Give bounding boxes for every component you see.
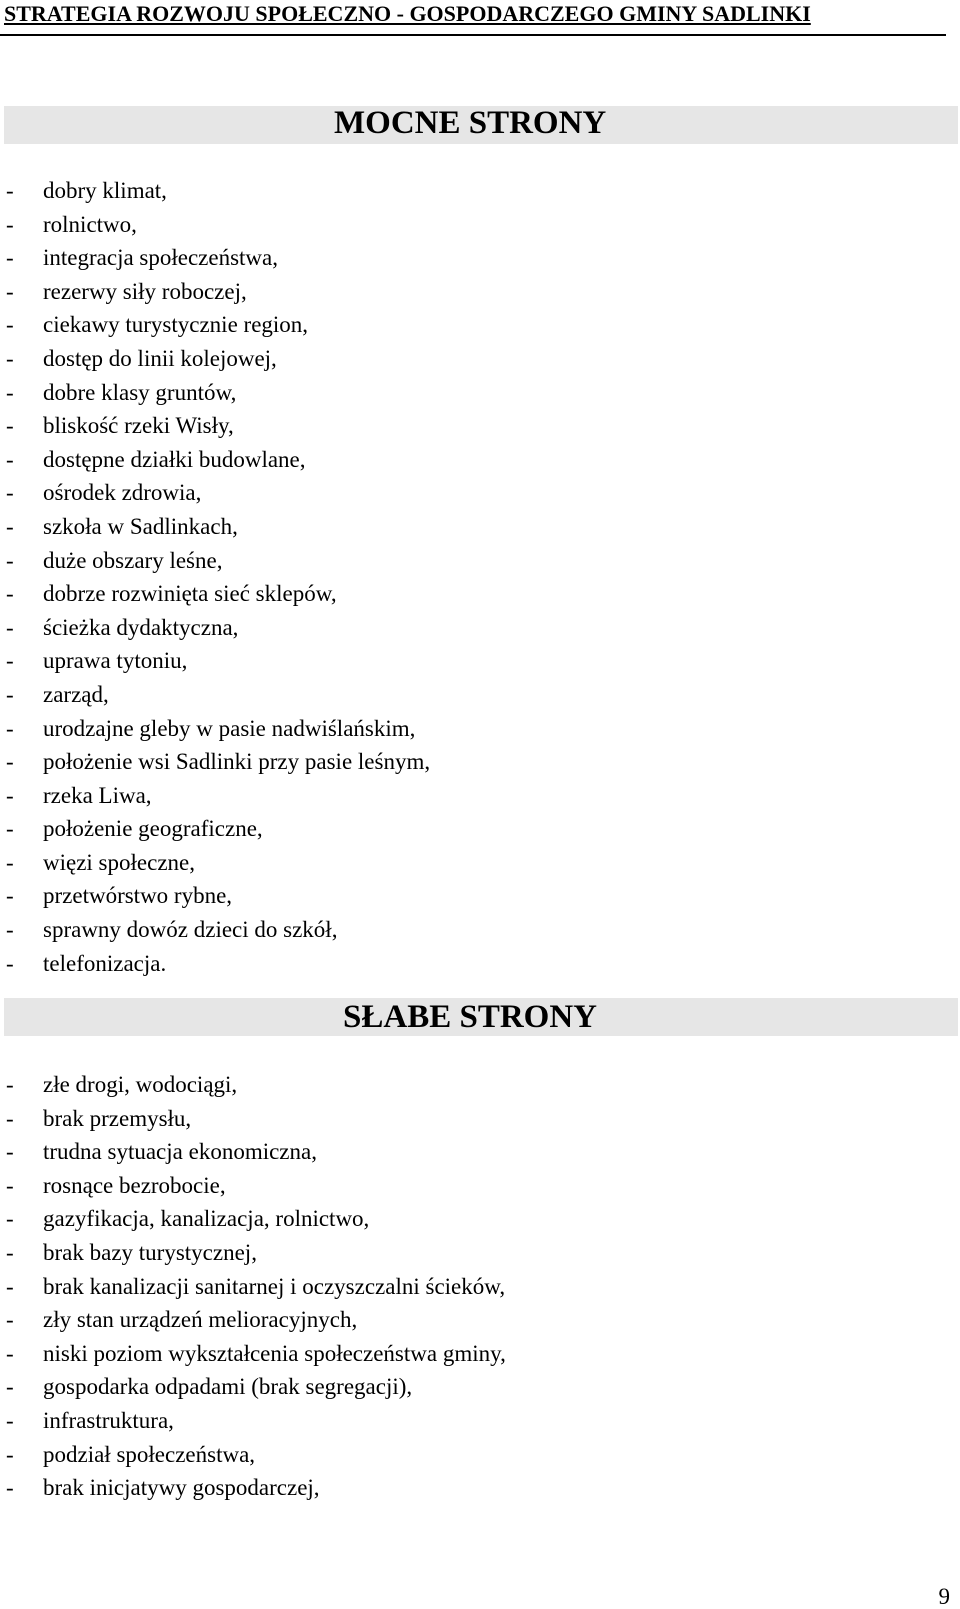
bullet-dash: - — [6, 1072, 14, 1097]
bullet-dash: - — [6, 883, 14, 909]
strengths-list — [0, 174, 430, 980]
list-item — [0, 947, 430, 981]
bullet-dash: - — [6, 1239, 14, 1265]
bullet-dash: - — [6, 278, 14, 304]
list-item-text: integracja społeczeństwa, — [43, 245, 278, 271]
bullet-dash: - — [6, 1172, 14, 1198]
list-item — [0, 879, 430, 913]
list-item — [0, 1337, 506, 1371]
list-item — [0, 1370, 506, 1404]
page-number: 9 — [938, 1584, 950, 1609]
bullet-dash: - — [6, 1273, 14, 1299]
bullet-dash: - — [6, 681, 14, 707]
list-item-text: uprawa tytoniu, — [43, 648, 188, 674]
list-item-text: sprawny dowóz dzieci do szkół, — [43, 917, 338, 943]
list-item-text: dobry klimat, — [43, 178, 167, 203]
list-item — [0, 779, 430, 813]
list-item — [0, 1169, 506, 1203]
list-item-text: brak kanalizacji sanitarnej i oczyszczalni ścieków, — [43, 1273, 506, 1299]
bullet-dash: - — [6, 312, 14, 338]
list-item-text: położenie wsi Sadlinki przy pasie leśnym, — [43, 749, 431, 775]
list-item — [0, 342, 430, 376]
list-item-text: ciekawy turystycznie region, — [43, 312, 309, 338]
list-item — [0, 644, 430, 678]
list-item — [0, 208, 430, 242]
list-item-text: dobrze rozwinięta sieć sklepów, — [43, 581, 337, 607]
list-item — [0, 376, 430, 410]
list-item — [0, 443, 430, 477]
list-item-text: szkoła w Sadlinkach, — [43, 513, 238, 539]
document-header — [0, 0, 946, 36]
bullet-dash: - — [6, 1105, 14, 1131]
list-item — [0, 1068, 506, 1102]
bullet-dash: - — [6, 547, 14, 573]
list-item-text: rosnące bezrobocie, — [43, 1172, 226, 1198]
list-item-text: więzi społeczne, — [43, 849, 195, 875]
bullet-dash: - — [6, 1407, 14, 1433]
list-item-text: rzeka Liwa, — [43, 782, 152, 808]
list-item — [0, 275, 430, 309]
weaknesses-heading: SŁABE STRONY — [343, 999, 597, 1035]
bullet-dash: - — [6, 1206, 14, 1232]
list-item — [0, 812, 430, 846]
list-item-text: brak inicjatywy gospodarczej, — [43, 1475, 320, 1501]
list-item-text: dostępne działki budowlane, — [43, 446, 306, 472]
document-header-title: STRATEGIA ROZWOJU SPOŁECZNO - GOSPODARCZEGO GMINY SADLINKI — [4, 1, 811, 26]
bullet-dash: - — [6, 245, 14, 271]
list-item-text: urodzajne gleby w pasie nadwiślańskim, — [43, 715, 416, 741]
list-item — [0, 510, 430, 544]
list-item-text: niski poziom wykształcenia społeczeństwa gminy, — [43, 1340, 506, 1366]
bullet-dash: - — [6, 345, 14, 371]
list-item — [0, 577, 430, 611]
list-item-text: przetwórstwo rybne, — [43, 883, 233, 909]
weaknesses-list — [0, 1068, 506, 1505]
bullet-dash: - — [6, 446, 14, 472]
list-item-text: gospodarka odpadami (brak segregacji), — [43, 1374, 413, 1400]
list-item — [0, 1471, 506, 1505]
list-item — [0, 846, 430, 880]
list-item — [0, 1102, 506, 1136]
list-item — [0, 1236, 506, 1270]
list-item-text: złe drogi, wodociągi, — [43, 1072, 238, 1097]
list-item — [0, 1438, 506, 1472]
list-item — [0, 308, 430, 342]
list-item-text: podział społeczeństwa, — [43, 1441, 256, 1467]
list-item-text: zły stan urządzeń melioracyjnych, — [43, 1307, 358, 1333]
bullet-dash: - — [6, 749, 14, 775]
list-item-text: dostęp do linii kolejowej, — [43, 345, 277, 371]
bullet-dash: - — [6, 480, 14, 506]
bullet-dash: - — [6, 413, 14, 439]
bullet-dash: - — [6, 1374, 14, 1400]
list-item — [0, 1303, 506, 1337]
bullet-dash: - — [6, 1340, 14, 1366]
bullet-dash: - — [6, 581, 14, 607]
list-item-text: rezerwy siły roboczej, — [43, 278, 247, 304]
list-item-text: brak przemysłu, — [43, 1105, 192, 1131]
list-item-text: duże obszary leśne, — [43, 547, 223, 573]
list-item — [0, 1270, 506, 1304]
bullet-dash: - — [6, 715, 14, 741]
list-item-text: gazyfikacja, kanalizacja, rolnictwo, — [43, 1206, 370, 1232]
bullet-dash: - — [6, 614, 14, 640]
bullet-dash: - — [6, 379, 14, 405]
list-item-text: położenie geograficzne, — [43, 816, 263, 842]
list-item — [0, 1135, 506, 1169]
bullet-dash: - — [6, 917, 14, 943]
list-item-text: zarząd, — [43, 681, 109, 707]
bullet-dash: - — [6, 211, 14, 237]
bullet-dash: - — [6, 849, 14, 875]
list-item — [0, 1202, 506, 1236]
list-item — [0, 241, 430, 275]
list-item-text: bliskość rzeki Wisły, — [43, 413, 234, 439]
bullet-dash: - — [6, 816, 14, 842]
list-item — [0, 1404, 506, 1438]
list-item-text: ścieżka dydaktyczna, — [43, 614, 239, 640]
bullet-dash: - — [6, 513, 14, 539]
strengths-heading: MOCNE STRONY — [334, 105, 607, 141]
list-item — [0, 476, 430, 510]
list-item-text: telefonizacja. — [43, 950, 167, 976]
list-item — [0, 544, 430, 578]
bullet-dash: - — [6, 648, 14, 674]
list-item — [0, 611, 430, 645]
list-item-text: rolnictwo, — [43, 211, 137, 237]
list-item — [0, 409, 430, 443]
list-item-text: trudna sytuacja ekonomiczna, — [43, 1139, 317, 1165]
bullet-dash: - — [6, 178, 14, 203]
list-item — [0, 174, 430, 208]
list-item — [0, 712, 430, 746]
bullet-dash: - — [6, 782, 14, 808]
bullet-dash: - — [6, 1139, 14, 1165]
list-item — [0, 913, 430, 947]
list-item — [0, 678, 430, 712]
list-item-text: brak bazy turystycznej, — [43, 1239, 257, 1265]
bullet-dash: - — [6, 950, 14, 976]
list-item-text: infrastruktura, — [43, 1407, 174, 1433]
list-item-text: ośrodek zdrowia, — [43, 480, 202, 506]
list-item-text: dobre klasy gruntów, — [43, 379, 237, 405]
bullet-dash: - — [6, 1441, 14, 1467]
list-item — [0, 745, 430, 779]
bullet-dash: - — [6, 1475, 14, 1501]
bullet-dash: - — [6, 1307, 14, 1333]
